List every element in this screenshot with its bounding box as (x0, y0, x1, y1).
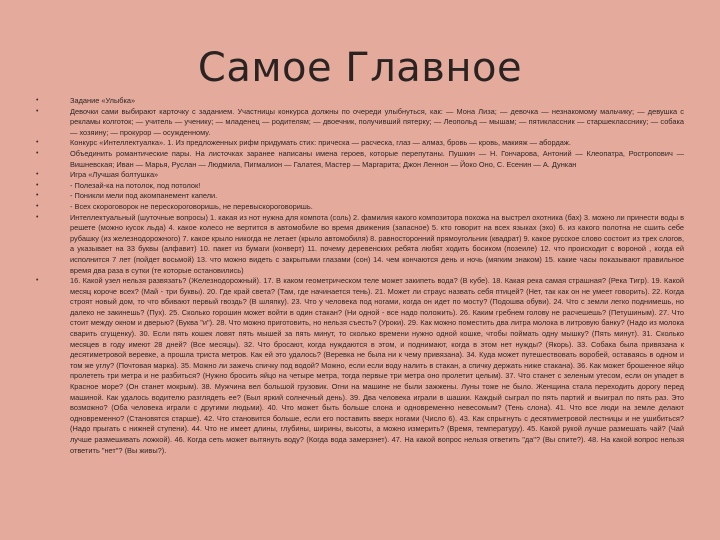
bullet-icon: • (36, 202, 39, 210)
list-item-text: Девочки сами выбирают карточку с заданием. Участницы конкурса должны по очереди улыбнуться, как: — Мона Лиза; — девочка — незнакомому мальчику; — девушка с рекламы колготок; — учитель — ученику; — младенец — родителям; — двоечник, получивший пятерку; — Леопольд — мышам; — пятиклассник — старшекласснику; — собака — хозяину; — прокурор — осужденному. (70, 106, 684, 137)
list-item-text: Конкурс «Интеллектуалка». 1. Из предложенных рифм придумать стих: прическа — расческа, глаз — алмаз, бровь — кровь, макияж — абордаж. (70, 138, 571, 148)
list-item (36, 170, 684, 181)
list-item (36, 276, 684, 456)
list-item-text: 16. Какой узел нельзя развязать? (Железнодорожный). 17. В каком геометрическом теле может закипеть вода? (В кубе). 18. Какая река самая страшная? (Река Тигр). 19. Какой месяц короче всех? (Май - три буквы). 20. Где край света? (Там, где начинается тень). 21. Может ли страус назвать себя птицей? (Нет, так как он не умеет говорить). 22. Когда строят новый дом, то что вбивают первый гвоздь? (В шляпку). 23. Что у человека под ногами, когда он идет по мосту? (Подошва обуви). 24. Что с земли легко поднимешь, но далеко не закинешь? (Пух). 25. Сколько горошин может войти в один стакан? (Ни одной - все надо положить). 26. Каким гребнем голову не расчешешь? (Петушиным). 27. Что стоит между окном и дверью? (Буква "и"). 28. Что можно приготовить, но нельзя съесть? (Уроки). 29. Как можно поместить два литра молока в литровую банку? (Надо из молока сварить сгущенку). 30. Если пять кошек ловят пять мышей за пять минут, то сколько времени нужно одной кошке, чтобы поймать одну мышку? (Пять минут). 31. Сколько месяцев в году имеют 28 дней? (Все месяцы). 32. Что бросают, когда нуждаются в этом, и поднимают, когда в этом нет нужды? (Якорь). 33. Собака была привязана к десятиметровой веревке, а прошла триста метров. Как ей это удалось? (Веревка не была ни к чему привязана). 34. Куда может путешествовать воробей, оставаясь в одном и том же углу? (Почтовая марка). 35. Можно ли зажечь спичку под водой? Можно, если если воду налить в стакан, а спичку держать ниже стакана). 36. Как может брошенное яйцо пролететь три метра и не разбиться? (Нужно бросить яйцо на четыре метра, тогда первые три метра оно пролетит целым). 37. Что станет с зеленым утесом, если он упадет в Красное море? (Он станет мокрым). 38. Мужчина вел большой грузовик. Огни на машине не были зажжены. Луны тоже не было. Женщина стала переходить дорогу перед машиной. Как удалось водителю разглядеть ее? (Был яркий солнечный день). 39. Два человека играли в шашки. Каждый сыграл по пять партий и выиграл по пять раз. Это возможно? (Оба человека играли с другими людьми). 40. Что может быть больше слона и одновременно невесомым? (Тень слона). 41. Что все люди на земле делают одновременно? (Становятся старше). 42. Что становится больше, если его поставить вверх ногами (Число 6). 43. Как спрыгнуть с десятиметровой лестницы и не ушибиться? (Надо прыгать с нижней ступени). 44. Что не имеет длины, глубины, ширины, высоты, а можно измерить? (Время, температуру). 45. Какой рукой лучше размешать чай? (Чай лучше размешивать ложкой). 46. Когда сеть может вытянуть воду? (Когда вода замерзнет). 47. На какой вопрос нельзя ответить "да"? (Вы спите?). 48. На какой вопрос нельзя ответить "нет"? (Вы живы?). (70, 276, 684, 455)
list-item-text: - Полезай-ка на потолок, под потолок! (70, 180, 201, 190)
bullet-icon: • (36, 97, 39, 104)
list-item (36, 181, 684, 192)
bullet-icon: • (36, 171, 39, 179)
list-item-text: - Всех скороговорок не перескороговоришь, не перевыскороговоришь. (70, 201, 313, 211)
list-item-text: Задание «Улыбка» (70, 96, 136, 105)
bullet-icon: • (36, 139, 39, 147)
bullet-icon: • (36, 213, 39, 221)
list-item (36, 191, 684, 202)
content-list (36, 96, 684, 456)
slide-title: Самое Главное (197, 45, 523, 91)
bullet-icon: • (36, 192, 39, 200)
list-item (36, 149, 684, 170)
list-item (36, 96, 684, 107)
list-item-text: Интеллектуальный (шуточные вопросы) 1. какая из нот нужна для компота (соль) 2. фамилия какого композитора похожа на выстрел охотника (бах) 3. можно ли принести воды в решете (можно кусок льда) 4. какое колесо не вертится в автомобиле во время движения (запасное) 5. кто говорит на всех языках (эхо) 6. из какого полотна не сшить себе рубашку (из железнодорожного) 7. какое крыло никогда не летает (крыло автомобиля) 8. равносторонний прямоугольник (квадрат) 9. какое русское слово состоит из трех слогов, а указывает на 33 буквы (алфавит) 10. пакет из бумаги (конверт) 11. почему деревенских ребята любят ходить босиком (позеиле) 12. что происходит с вороной , когда ей исполнится 7 лет (пойдет восьмой) 13. что можно видеть с закрытыми глазами (сон) 14. чем кончаются день и ночь (мягким знаком) 15. какие часы показывают правильное время два раза в сутки (те которые остановились) (70, 212, 684, 275)
bullet-icon: • (36, 149, 39, 157)
bullet-icon: • (36, 277, 39, 285)
bullet-icon: • (36, 107, 39, 115)
list-item-text: Объединить романтические пары. На листочках заранее написаны имена героев, которые перепутаны. Пушкин — Н. Гончарова, Антоний — Клеопатра, Ростропович — Вишневская; Иван — Марья, Руслан — Людмила, Пигмалион — Галатея, Мастер — Маргарита; Джон Леннон — Йоко Оно, С. Есенин — А. Дункан (70, 148, 684, 169)
list-item-text: Игра «Лучшая болтушка» (70, 170, 159, 180)
list-item (36, 202, 684, 213)
list-item (36, 107, 684, 139)
bullet-icon: • (36, 181, 39, 189)
list-item-text: - Поникли мели под акомпанемент капели. (70, 191, 218, 201)
list-item (36, 138, 684, 149)
list-item (36, 213, 684, 277)
